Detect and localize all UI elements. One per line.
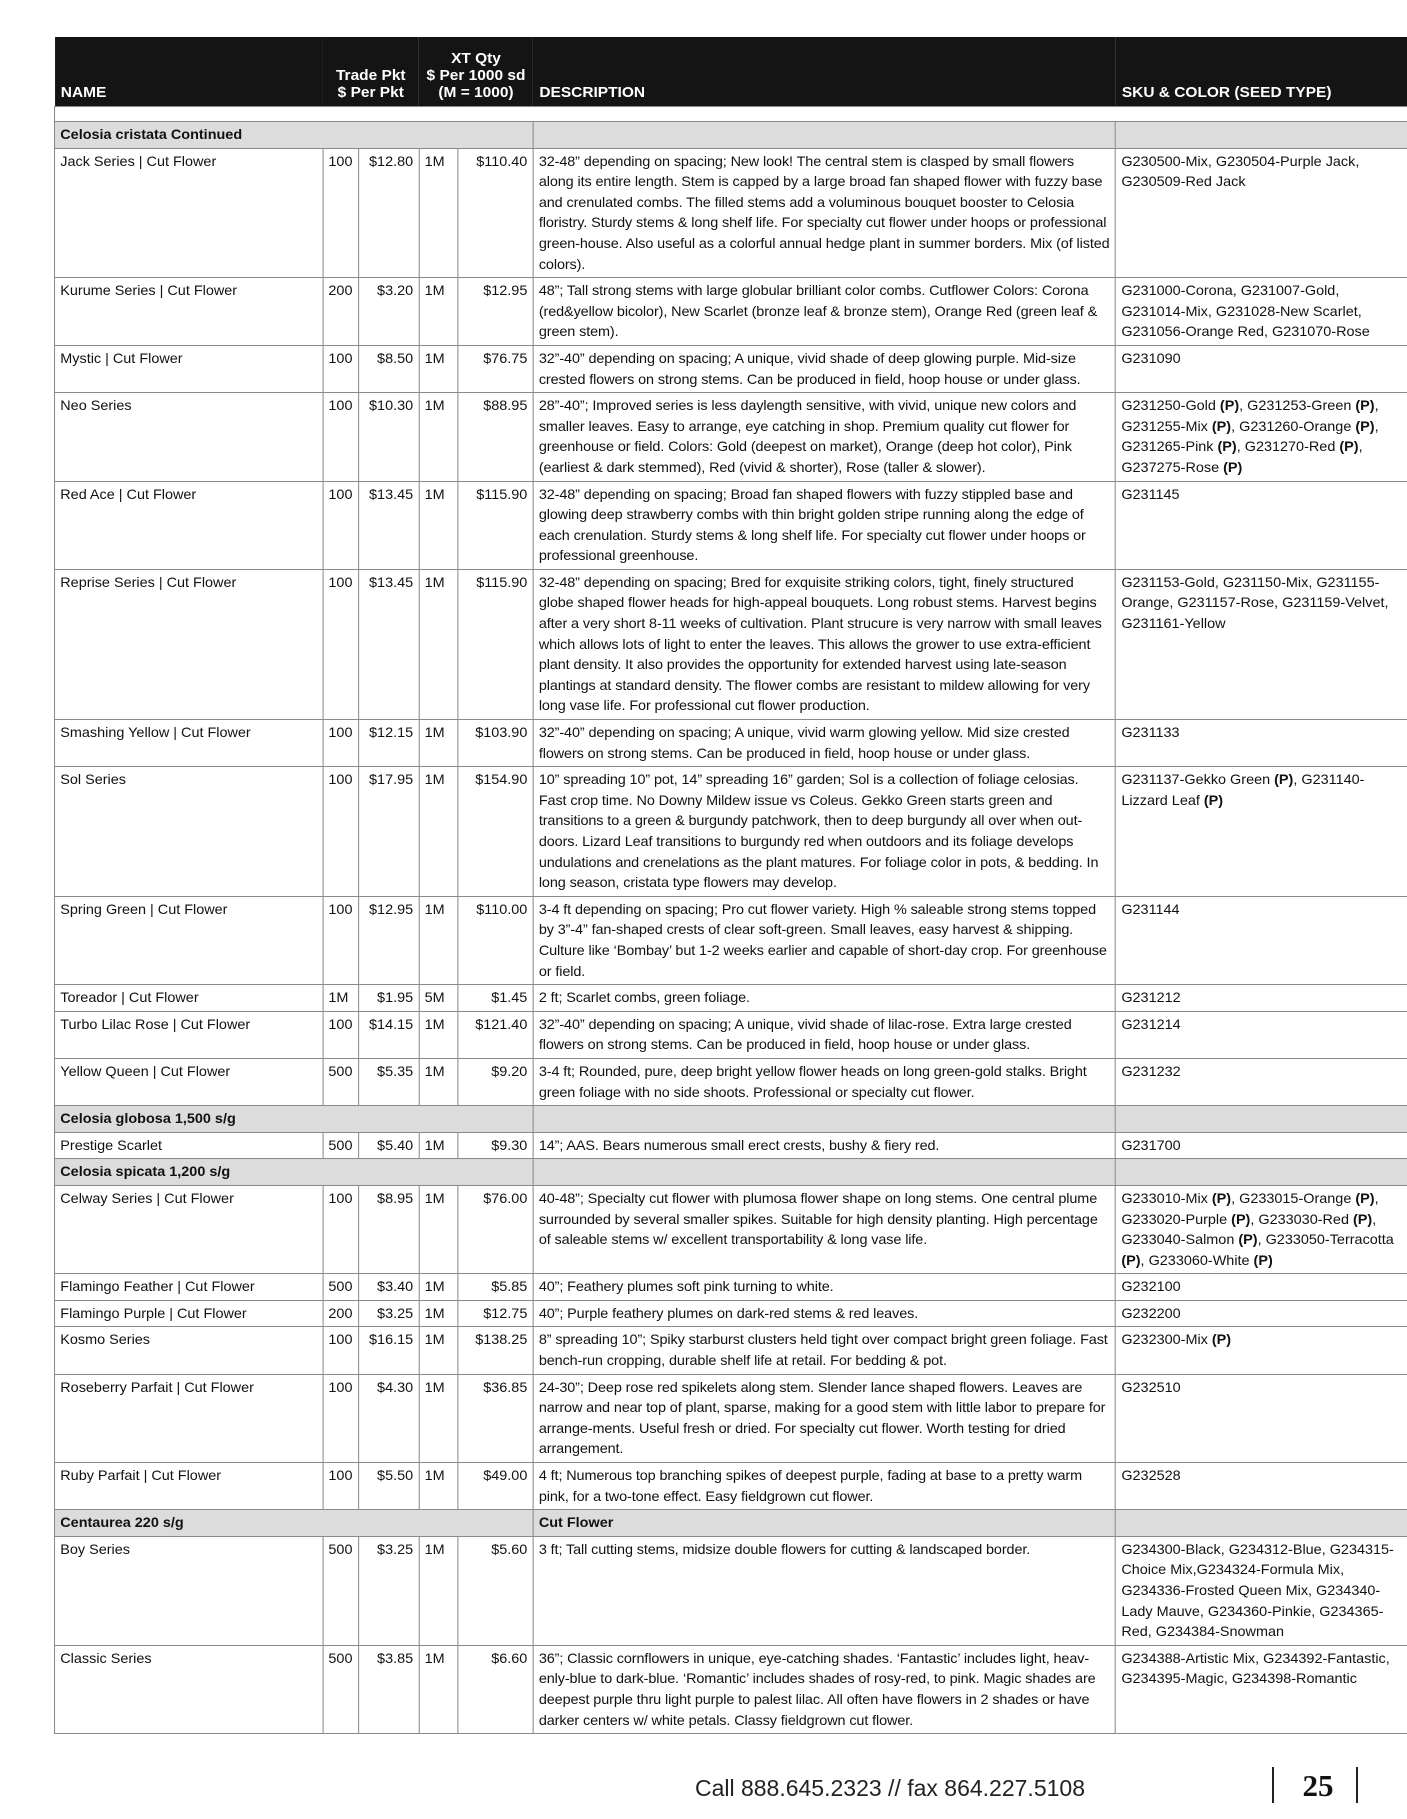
sku-text: , G237275-Rose — [1121, 439, 1363, 475]
trade-pkt-size: 500 — [323, 1536, 359, 1645]
trade-pkt-price: $3.85 — [359, 1645, 419, 1733]
trade-pkt-size: 100 — [323, 345, 359, 392]
sku-text: G231145 — [1121, 486, 1180, 502]
xt-qty-price: $6.60 — [457, 1645, 533, 1733]
product-description: 40”; Feathery plumes soft pink turning to white. — [533, 1274, 1115, 1301]
product-description: 10” spreading 10” pot, 14” spreading 16” garden; Sol is a collection of foliage celosias. Fast crop time. No Downy Mildew issue vs Coleus. Gekko Green starts green and transitions to a green & burgundy patchwork, then to deep burgundy all over when out-doors. Lizard Leaf transitions to burgundy red when outdoors and its foliage develops undulations and crenelations as the plant matures. For foliage color in pots, & bedding. In long season, cristata type flowers may develop. — [533, 767, 1115, 897]
sku-text: G231137-Gekko Green — [1121, 772, 1275, 788]
xt-qty-price: $88.95 — [457, 393, 533, 481]
trade-pkt-price: $12.15 — [359, 720, 419, 767]
sku-color — [1116, 345, 1407, 392]
sku-text: , G231253-Green — [1239, 398, 1356, 414]
sku-text: G231144 — [1121, 901, 1180, 917]
trade-pkt-size: 100 — [323, 393, 359, 481]
table-row — [55, 393, 1407, 481]
trade-pkt-size: 100 — [323, 767, 359, 897]
trade-pkt-price: $5.50 — [359, 1463, 419, 1510]
product-name: Turbo Lilac Rose | Cut Flower — [55, 1011, 323, 1058]
sku-color — [1116, 1058, 1407, 1105]
section-title: Centaurea 220 s/g — [55, 1510, 534, 1537]
xt-qty-price: $76.00 — [457, 1185, 533, 1273]
sku-color — [1116, 767, 1407, 897]
sku-text: , G231260-Orange — [1231, 418, 1356, 434]
contact-info: Call 888.645.2323 // fax 864.227.5108 — [694, 1775, 1085, 1801]
trade-pkt-price: $1.95 — [359, 985, 419, 1012]
sku-color — [1116, 1274, 1407, 1301]
product-name: Sol Series — [55, 767, 323, 897]
product-name: Classic Series — [55, 1645, 323, 1733]
product-name: Reprise Series | Cut Flower — [55, 569, 323, 719]
trade-pkt-size: 100 — [323, 1463, 359, 1510]
product-description: 48”; Tall strong stems with large globular brilliant color combs. Cutflower Colors: Corona (red&yellow bicolor), New Scarlet (bronze leaf & bronze stem), Orange Red (green leaf & green stem). — [533, 278, 1115, 346]
trade-pkt-size: 100 — [323, 481, 359, 569]
section-header-row — [55, 1106, 1407, 1133]
product-name: Neo Series — [55, 393, 323, 481]
table-header-row — [55, 37, 1407, 107]
trade-pkt-size: 1M — [323, 985, 359, 1012]
product-description: 14”; AAS. Bears numerous small erect crests, bushy & fiery red. — [533, 1132, 1115, 1159]
trade-pkt-size: 100 — [323, 896, 359, 984]
xt-qty-line-2: $ Per 1000 sd — [426, 68, 526, 84]
xt-qty-size: 1M — [419, 1011, 457, 1058]
column-header-xt-qty — [419, 37, 533, 107]
product-description: 3 ft; Tall cutting stems, midsize double flowers for cutting & landscaped border. — [533, 1536, 1115, 1645]
product-description: 40”; Purple feathery plumes on dark-red stems & red leaves. — [533, 1300, 1115, 1327]
xt-qty-price: $49.00 — [457, 1463, 533, 1510]
sku-text: G232528 — [1121, 1468, 1181, 1484]
sku-text: G231700 — [1121, 1137, 1181, 1153]
product-description: 32”-40” depending on spacing; A unique, vivid shade of deep glowing purple. Mid-size crested flowers on strong stems. Can be produced in field, hoop house or under glass. — [533, 345, 1115, 392]
xt-qty-size: 5M — [419, 985, 457, 1012]
trade-pkt-price: $8.50 — [359, 345, 419, 392]
trade-pkt-price: $5.40 — [359, 1132, 419, 1159]
trade-pkt-line-1: Trade Pkt — [335, 68, 406, 84]
seed-type-marker: (P) — [1355, 398, 1375, 414]
table-row — [55, 1645, 1407, 1733]
sku-text: G231232 — [1121, 1063, 1181, 1079]
table-row — [55, 1274, 1407, 1301]
section-description — [533, 122, 1115, 149]
xt-qty-price: $121.40 — [457, 1011, 533, 1058]
sku-text: , G231140-Lizzard Leaf — [1121, 772, 1365, 808]
xt-qty-size: 1M — [419, 1536, 457, 1645]
sku-text: G232300-Mix — [1121, 1332, 1212, 1348]
table-row — [55, 345, 1407, 392]
xt-qty-size: 1M — [419, 1327, 457, 1374]
trade-pkt-line-2: $ Per Pkt — [337, 85, 404, 101]
product-description: 40-48”; Specialty cut flower with plumosa flower shape on long stems. One central plume surrounded by several smaller spikes. Suitable for high density planting. High percentage of saleable stems w/ excellent transportability & long vase life. — [533, 1185, 1115, 1273]
trade-pkt-price: $12.80 — [359, 148, 419, 278]
sku-color — [1116, 1645, 1407, 1733]
seed-type-marker: (P) — [1211, 1332, 1232, 1348]
table-row — [55, 1058, 1407, 1105]
sku-color — [1116, 481, 1407, 569]
sku-text: , G233030-Red — [1250, 1211, 1353, 1227]
seed-type-marker: (P) — [1355, 1190, 1375, 1206]
sku-color — [1116, 1536, 1407, 1645]
product-description: 3-4 ft; Rounded, pure, deep bright yellow flower heads on long green-gold stalks. Bright green foliage with no side shoots. Professional or specialty cut flower. — [533, 1058, 1115, 1105]
table-row — [55, 1132, 1407, 1159]
trade-pkt-size: 100 — [323, 148, 359, 278]
sku-color — [1116, 1132, 1407, 1159]
xt-qty-price: $12.75 — [457, 1300, 533, 1327]
product-description: 36”; Classic cornflowers in unique, eye-catching shades. ‘Fantastic’ includes light, heav-enly-blue to dark-blue. ‘Romantic’ includes shades of rosy-red, to pink. Magic shades are deepest purple thru light purple to palest lilac. All often have flowers in 2 shades or have darker centers w/ white petals. Classy fieldgrown cut flower. — [533, 1645, 1115, 1733]
product-description: 8” spreading 10”; Spiky starburst clusters held tight over compact bright green foliage. Fast bench-run cropping, durable shelf life at retail. For bedding & pot. — [533, 1327, 1115, 1374]
section-sku — [1116, 1106, 1407, 1133]
sku-color — [1116, 985, 1407, 1012]
page-number: 25 — [1302, 1768, 1334, 1803]
product-description: 32-48” depending on spacing; New look! The central stem is clasped by small flowers along its entire length. Stem is capped by a large broad fan shaped flower with fuzzy base and crenulated combs. The filled stems add a voluminous bouquet booster to Celosia floristry. Sturdy stems & long shelf life. For specialty cut flower under hoops or professional green-house. Also useful as a colorful annual hedge plant in summer borders. Mix (of listed colors). — [533, 148, 1115, 278]
sku-color — [1116, 393, 1407, 481]
xt-qty-size: 1M — [419, 481, 457, 569]
section-title: Celosia cristata Continued — [55, 122, 534, 149]
trade-pkt-price: $12.95 — [359, 896, 419, 984]
trade-pkt-size: 200 — [323, 278, 359, 346]
product-name: Yellow Queen | Cut Flower — [55, 1058, 323, 1105]
xt-qty-size: 1M — [419, 569, 457, 719]
xt-qty-price: $5.85 — [457, 1274, 533, 1301]
trade-pkt-size: 500 — [323, 1132, 359, 1159]
trade-pkt-size: 100 — [323, 720, 359, 767]
xt-qty-size: 1M — [419, 720, 457, 767]
sku-color — [1116, 1300, 1407, 1327]
product-description: 3-4 ft depending on spacing; Pro cut flower variety. High % saleable strong stems topped by 3”-4” fan-shaped crests of clear soft-green. Small leaves, easy harvest & shipping. Culture like ‘Bombay’ but 1-2 weeks earlier and capable of short-day crop. For greenhouse or field. — [533, 896, 1115, 984]
table-spacer — [55, 107, 1407, 122]
table-row — [55, 720, 1407, 767]
table-row — [55, 1536, 1407, 1645]
sku-text: G230500-Mix, G230504-Purple Jack, G230509-Red Jack — [1121, 153, 1360, 190]
table-row — [55, 481, 1407, 569]
sku-text: G232200 — [1121, 1305, 1181, 1321]
column-header-trade-pkt — [323, 37, 419, 107]
spacer-cell — [55, 107, 1407, 122]
sku-text: G231000-Corona, G231007-Gold, G231014-Mix, G231028-New Scarlet, G231056-Orange Red, G231070-Rose — [1121, 283, 1370, 340]
sku-text: , G233020-Purple — [1121, 1190, 1379, 1227]
table-row — [55, 148, 1407, 278]
xt-qty-line-1: XT Qty — [451, 51, 501, 67]
xt-qty-size: 1M — [419, 1374, 457, 1462]
sku-text: G232510 — [1121, 1379, 1181, 1395]
product-name: Celway Series | Cut Flower — [55, 1185, 323, 1273]
sku-color — [1116, 569, 1407, 719]
table-row — [55, 896, 1407, 984]
sku-color — [1116, 1185, 1407, 1273]
section-description: Cut Flower — [533, 1510, 1115, 1537]
xt-qty-size: 1M — [419, 278, 457, 346]
footer-divider — [1272, 1767, 1274, 1803]
sku-color — [1116, 720, 1407, 767]
trade-pkt-size: 500 — [323, 1645, 359, 1733]
trade-pkt-price: $14.15 — [359, 1011, 419, 1058]
xt-qty-size: 1M — [419, 1300, 457, 1327]
table-row — [55, 1327, 1407, 1374]
seed-type-marker: (P) — [1238, 1232, 1258, 1248]
column-header-sku: SKU & COLOR (SEED TYPE) — [1116, 37, 1407, 107]
sku-text: G234388-Artistic Mix, G234392-Fantastic, G234395-Magic, G234398-Romantic — [1121, 1650, 1390, 1687]
table-row — [55, 1185, 1407, 1273]
product-name: Spring Green | Cut Flower — [55, 896, 323, 984]
trade-pkt-price: $16.15 — [359, 1327, 419, 1374]
sku-text: , G233050-Terracotta — [1257, 1232, 1394, 1248]
xt-qty-size: 1M — [419, 1132, 457, 1159]
footer-divider — [1356, 1767, 1358, 1803]
sku-text: G233010-Mix — [1121, 1190, 1212, 1206]
xt-qty-size: 1M — [419, 148, 457, 278]
section-description — [533, 1106, 1115, 1133]
product-name: Red Ace | Cut Flower — [55, 481, 323, 569]
seed-type-marker: (P) — [1211, 1190, 1232, 1206]
product-description: 32”-40” depending on spacing; A unique, vivid warm glowing yellow. Mid size crested flowers on strong stems. Can be produced in field, hoop house or under glass. — [533, 720, 1115, 767]
sku-text: G231133 — [1121, 725, 1180, 741]
table-body — [55, 107, 1407, 1734]
seed-type-marker: (P) — [1211, 418, 1232, 434]
product-description: 2 ft; Scarlet combs, green foliage. — [533, 985, 1115, 1012]
table-row — [55, 1300, 1407, 1327]
seed-type-marker: (P) — [1231, 1211, 1251, 1227]
sku-text: , G231265-Pink — [1121, 418, 1379, 455]
product-name: Flamingo Purple | Cut Flower — [55, 1300, 323, 1327]
section-header-row — [55, 1510, 1407, 1537]
seed-type-marker: (P) — [1253, 1252, 1273, 1268]
xt-qty-price: $36.85 — [457, 1374, 533, 1462]
xt-qty-price: $110.00 — [457, 896, 533, 984]
xt-qty-price: $9.20 — [457, 1058, 533, 1105]
xt-qty-price: $110.40 — [457, 148, 533, 278]
section-title: Celosia spicata 1,200 s/g — [55, 1159, 534, 1186]
sku-text: G231153-Gold, G231150-Mix, G231155-Orange, G231157-Rose, G231159-Velvet, G231161-Yellow — [1121, 574, 1389, 632]
sku-text: , G233060-White — [1140, 1252, 1254, 1268]
sku-text: G231090 — [1121, 350, 1181, 366]
table-row — [55, 278, 1407, 346]
page-footer — [0, 1767, 1407, 1807]
sku-text: , G231255-Mix — [1121, 398, 1379, 434]
sku-color — [1116, 1463, 1407, 1510]
table-row — [55, 1011, 1407, 1058]
xt-qty-price: $154.90 — [457, 767, 533, 897]
trade-pkt-price: $3.25 — [359, 1300, 419, 1327]
xt-qty-price: $5.60 — [457, 1536, 533, 1645]
seed-type-marker: (P) — [1352, 1211, 1373, 1227]
xt-qty-size: 1M — [419, 1058, 457, 1105]
seed-catalog-table — [54, 37, 1407, 1734]
sku-color — [1116, 1327, 1407, 1374]
xt-qty-size: 1M — [419, 767, 457, 897]
sku-color — [1116, 1011, 1407, 1058]
xt-qty-size: 1M — [419, 393, 457, 481]
sku-text: G231214 — [1121, 1016, 1181, 1032]
trade-pkt-price: $3.40 — [359, 1274, 419, 1301]
xt-qty-price: $115.90 — [457, 481, 533, 569]
trade-pkt-price: $13.45 — [359, 569, 419, 719]
xt-qty-size: 1M — [419, 896, 457, 984]
xt-qty-size: 1M — [419, 1645, 457, 1733]
trade-pkt-price: $3.25 — [359, 1536, 419, 1645]
sku-color — [1116, 278, 1407, 346]
column-header-description: DESCRIPTION — [533, 37, 1115, 107]
product-name: Prestige Scarlet — [55, 1132, 323, 1159]
product-name: Smashing Yellow | Cut Flower — [55, 720, 323, 767]
product-name: Roseberry Parfait | Cut Flower — [55, 1374, 323, 1462]
sku-color — [1116, 148, 1407, 278]
sku-text: , G231270-Red — [1236, 439, 1340, 455]
table-row — [55, 1374, 1407, 1462]
section-header-row — [55, 122, 1407, 149]
xt-qty-size: 1M — [419, 1463, 457, 1510]
trade-pkt-size: 100 — [323, 1011, 359, 1058]
seed-type-marker: (P) — [1203, 792, 1224, 808]
xt-qty-line-3: (M = 1000) — [438, 85, 514, 101]
trade-pkt-price: $4.30 — [359, 1374, 419, 1462]
xt-qty-price: $103.90 — [457, 720, 533, 767]
xt-qty-price: $138.25 — [457, 1327, 533, 1374]
product-name: Toreador | Cut Flower — [55, 985, 323, 1012]
sku-text: , G233040-Salmon — [1121, 1211, 1377, 1248]
xt-qty-price: $115.90 — [457, 569, 533, 719]
trade-pkt-size: 100 — [323, 1374, 359, 1462]
xt-qty-size: 1M — [419, 1185, 457, 1273]
sku-text: G232100 — [1121, 1279, 1181, 1295]
product-description: 24-30”; Deep rose red spikelets along stem. Slender lance shaped flowers. Leaves are narrow and near top of plant, sparse, making for a good stem with little labor to prepare for arrange-ments. Useful fresh or dried. For specialty cut flower. Worth testing for dried arrangement. — [533, 1374, 1115, 1462]
product-name: Boy Series — [55, 1536, 323, 1645]
trade-pkt-price: $5.35 — [359, 1058, 419, 1105]
product-name: Flamingo Feather | Cut Flower — [55, 1274, 323, 1301]
trade-pkt-size: 500 — [323, 1274, 359, 1301]
section-title: Celosia globosa 1,500 s/g — [55, 1106, 534, 1133]
sku-text: G231250-Gold — [1121, 398, 1220, 414]
sku-text: G231212 — [1121, 990, 1181, 1006]
xt-qty-size: 1M — [419, 1274, 457, 1301]
xt-qty-price: $12.95 — [457, 278, 533, 346]
seed-type-marker: (P) — [1355, 418, 1375, 434]
trade-pkt-size: 500 — [323, 1058, 359, 1105]
table-row — [55, 767, 1407, 897]
section-description — [533, 1159, 1115, 1186]
product-name: Kosmo Series — [55, 1327, 323, 1374]
seed-type-marker: (P) — [1274, 772, 1294, 788]
trade-pkt-price: $13.45 — [359, 481, 419, 569]
seed-type-marker: (P) — [1339, 439, 1359, 455]
column-header-name: NAME — [55, 37, 323, 107]
section-header-row — [55, 1159, 1407, 1186]
section-sku — [1116, 122, 1407, 149]
product-description: 32”-40” depending on spacing; A unique, vivid shade of lilac-rose. Extra large crested flowers on strong stems. Can be produced in field, hoop house or under glass. — [533, 1011, 1115, 1058]
trade-pkt-size: 100 — [323, 569, 359, 719]
trade-pkt-size: 100 — [323, 1327, 359, 1374]
trade-pkt-size: 100 — [323, 1185, 359, 1273]
section-sku — [1116, 1159, 1407, 1186]
sku-text: , G233015-Orange — [1231, 1190, 1356, 1206]
sku-color — [1116, 1374, 1407, 1462]
product-name: Mystic | Cut Flower — [55, 345, 323, 392]
product-description: 28”-40”; Improved series is less daylength sensitive, with vivid, unique new colors and smaller leaves. Easy to arrange, eye catching in shop. Premium quality cut flower for greenhouse or field. Colors: Gold (deepest on market), Orange (deep hot color), Pink (earliest & dark stemmed), Red (vivid & shorter), Rose (taller & slower). — [533, 393, 1115, 481]
xt-qty-price: $76.75 — [457, 345, 533, 392]
sku-color — [1116, 896, 1407, 984]
product-description: 4 ft; Numerous top branching spikes of deepest purple, fading at base to a pretty warm pink, for a two-tone effect. Easy fieldgrown cut flower. — [533, 1463, 1115, 1510]
table-row — [55, 985, 1407, 1012]
seed-type-marker: (P) — [1223, 459, 1243, 475]
product-description: 32-48” depending on spacing; Bred for exquisite striking colors, tight, finely structured globe shaped flower heads for high-appeal bouquets. Long robust stems. Harvest begins after a very short 8-11 weeks of cultivation. Plant strucure is very narrow with small leaves which allows lots of light to enter the leaves. This allows the grower to use extra-efficient plant density. It also provides the opportunity for extended harvest using late-season plantings at standard density. The flower combs are resistant to mildew allowing for very long vase life. For professional cut flower production. — [533, 569, 1115, 719]
seed-type-marker: (P) — [1121, 1252, 1141, 1268]
trade-pkt-price: $17.95 — [359, 767, 419, 897]
trade-pkt-size: 200 — [323, 1300, 359, 1327]
xt-qty-price: $9.30 — [457, 1132, 533, 1159]
xt-qty-price: $1.45 — [457, 985, 533, 1012]
product-description: 32-48” depending on spacing; Broad fan shaped flowers with fuzzy stippled base and glowing deep strawberry combs with thin bright golden stripe running along the edge of each crenulation. Sturdy stems & long shelf life. For specialty cut flower under hoops or professional greenhouse. — [533, 481, 1115, 569]
trade-pkt-price: $3.20 — [359, 278, 419, 346]
seed-type-marker: (P) — [1217, 439, 1237, 455]
product-name: Ruby Parfait | Cut Flower — [55, 1463, 323, 1510]
table-row — [55, 1463, 1407, 1510]
trade-pkt-price: $10.30 — [359, 393, 419, 481]
xt-qty-size: 1M — [419, 345, 457, 392]
product-name: Jack Series | Cut Flower — [55, 148, 323, 278]
trade-pkt-price: $8.95 — [359, 1185, 419, 1273]
product-name: Kurume Series | Cut Flower — [55, 278, 323, 346]
table-row — [55, 569, 1407, 719]
section-sku — [1116, 1510, 1407, 1537]
sku-text: G234300-Black, G234312-Blue, G234315-Choice Mix,G234324-Formula Mix, G234336-Frosted Queen Mix, G234340-Lady Mauve, G234360-Pinkie, G234365-Red, G234384-Snowman — [1121, 1541, 1394, 1640]
seed-type-marker: (P) — [1219, 398, 1240, 414]
